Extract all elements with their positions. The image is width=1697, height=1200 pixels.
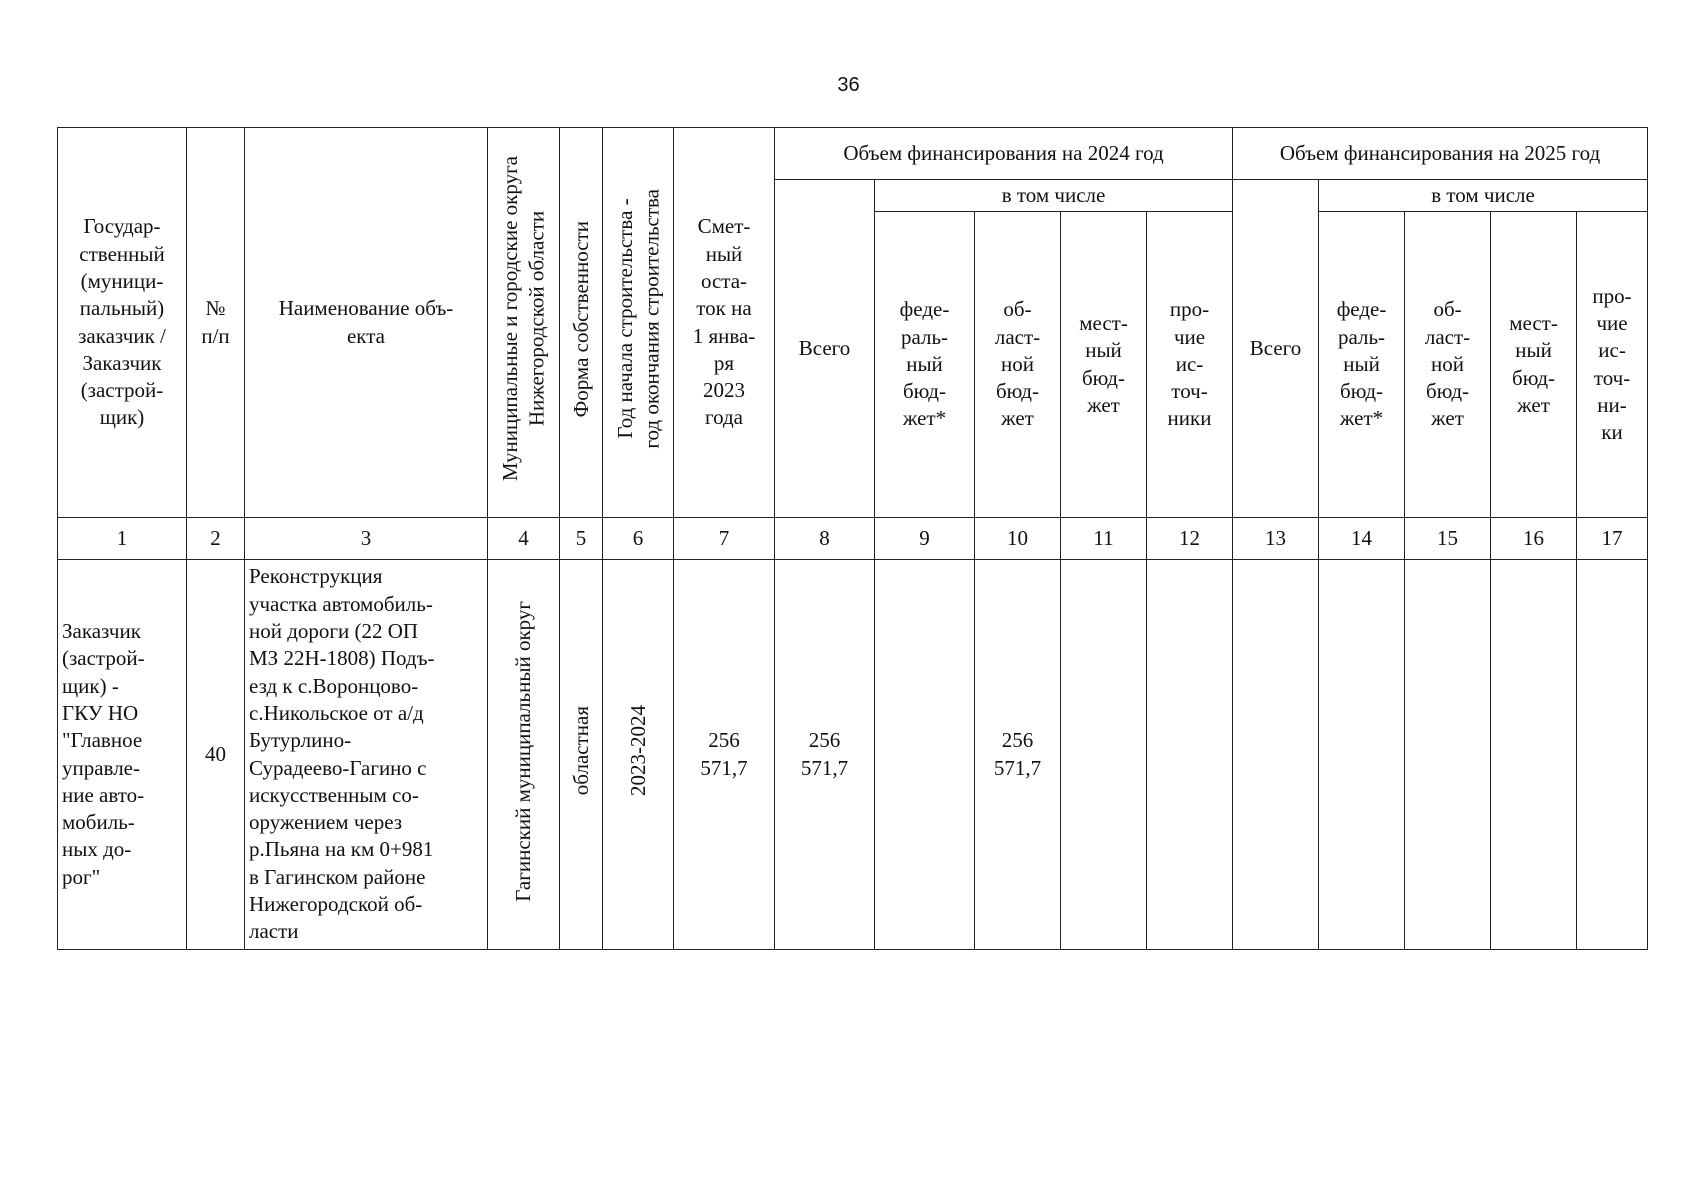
column-number: 17 (1577, 518, 1648, 560)
header-federal-2025: феде- раль- ный бюд- жет* (1319, 212, 1405, 518)
cell-total-2025 (1233, 560, 1319, 950)
header-other-2024: про- чие ис- точ- ники (1147, 212, 1233, 518)
header-customer: Государ- ственный (муници- пальный) заказчик / Заказчик (застрой- щик) (58, 128, 187, 518)
header-ownership (560, 128, 603, 518)
column-number: 9 (875, 518, 975, 560)
cell-ownership (560, 560, 603, 950)
column-number: 8 (775, 518, 875, 560)
header-estimate: Смет- ный оста- ток на 1 янва- ря 2023 года (674, 128, 775, 518)
header-local-2025: мест- ный бюд- жет (1491, 212, 1577, 518)
header-total-2024: Всего (775, 180, 875, 518)
cell-regional-2025 (1405, 560, 1491, 950)
cell-estimate: 256 571,7 (674, 560, 775, 950)
cell-total-2024: 256 571,7 (775, 560, 875, 950)
table-row (58, 560, 1648, 950)
column-number: 1 (58, 518, 187, 560)
cell-years (603, 560, 674, 950)
cell-district-text: Гагинский муниципальный округ (511, 600, 536, 902)
financing-table (57, 127, 1648, 950)
header-total-2025: Всего (1233, 180, 1319, 518)
header-federal-2024: феде- раль- ный бюд- жет* (875, 212, 975, 518)
column-number: 6 (603, 518, 674, 560)
cell-other-2025 (1577, 560, 1648, 950)
cell-object-name: Реконструкция участка автомобиль- ной дороги (22 ОП МЗ 22Н-1808) Подъ- езд к с.Воронцово- с.Никольское от а/д Бутурлино- Сурадеево-Гагино с искусственным со- оружением через р.Пьяна на км 0+981 в Гагинском районе Нижегородской об- ласти (245, 560, 488, 950)
cell-years-text: 2023-2024 (625, 705, 650, 797)
page-number: 36 (837, 74, 860, 96)
header-including-2024: в том числе (875, 180, 1233, 212)
column-number: 16 (1491, 518, 1577, 560)
header-regional-2025: об- ласт- ной бюд- жет (1405, 212, 1491, 518)
column-numbers-row (58, 518, 1648, 560)
cell-local-2024 (1061, 560, 1147, 950)
header-number: № п/п (187, 128, 245, 518)
column-number: 13 (1233, 518, 1319, 560)
header-ownership-text: Форма собственности (568, 220, 593, 418)
header-years (603, 128, 674, 518)
header-including-2025: в том числе (1319, 180, 1648, 212)
column-number: 11 (1061, 518, 1147, 560)
column-number: 12 (1147, 518, 1233, 560)
column-number: 2 (187, 518, 245, 560)
header-other-2025: про- чие ис- точ- ни- ки (1577, 212, 1648, 518)
cell-district (488, 560, 560, 950)
header-local-2024: мест- ный бюд- жет (1061, 212, 1147, 518)
column-number: 5 (560, 518, 603, 560)
header-districts (488, 128, 560, 518)
cell-regional-2024: 256 571,7 (975, 560, 1061, 950)
column-number: 7 (674, 518, 775, 560)
header-funding-2025: Объем финансирования на 2025 год (1233, 128, 1648, 180)
column-number: 14 (1319, 518, 1405, 560)
column-number: 4 (488, 518, 560, 560)
cell-customer: Заказчик (застрой- щик) - ГКУ НО "Главное управле- ние авто- мобиль- ных до- рог" (58, 560, 187, 950)
cell-federal-2025 (1319, 560, 1405, 950)
header-years-text: Год начала строительства - год окончания строительства (612, 189, 663, 449)
header-regional-2024: об- ласт- ной бюд- жет (975, 212, 1061, 518)
cell-ownership-text: областная (568, 706, 593, 796)
header-row-1 (58, 128, 1648, 180)
cell-local-2025 (1491, 560, 1577, 950)
cell-other-2024 (1147, 560, 1233, 950)
column-number: 10 (975, 518, 1061, 560)
header-object-name: Наименование объ- екта (245, 128, 488, 518)
column-number: 3 (245, 518, 488, 560)
header-funding-2024: Объем финансирования на 2024 год (775, 128, 1233, 180)
column-number: 15 (1405, 518, 1491, 560)
header-districts-text: Муниципальные и городские округа Нижегородской области (498, 156, 549, 482)
cell-number: 40 (187, 560, 245, 950)
cell-federal-2024 (875, 560, 975, 950)
